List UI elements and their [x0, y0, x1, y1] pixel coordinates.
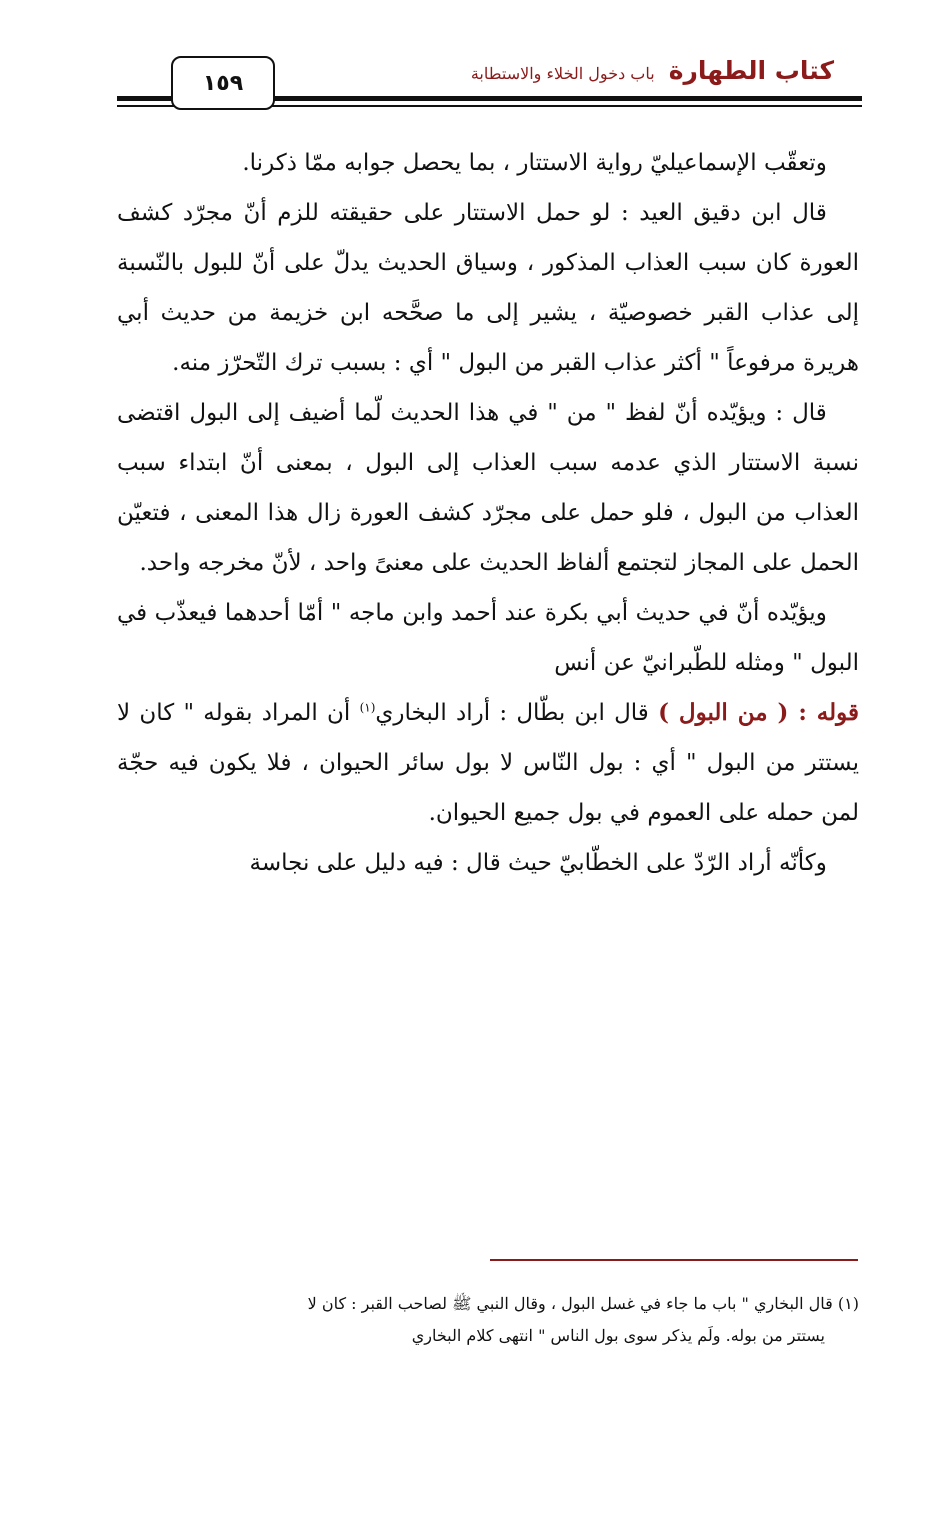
footnote-rule	[490, 1259, 858, 1261]
main-text	[117, 138, 859, 888]
footnote-line-1: (١) قال البخاري " باب ما جاء في غسل البول ، وقال النبي ﷺ لصاحب القبر : كان لا	[307, 1294, 859, 1313]
book-title: كتاب الطهارة	[668, 56, 834, 85]
qawluhu-text-a: قال ابن بطّال : أراد البخاري	[375, 700, 649, 726]
paragraph-qawluhu	[117, 688, 859, 838]
footnote-line-2: يستتر من بوله. ولَم يذكر سوى بول الناس " انتهى كلام البخاري	[411, 1326, 825, 1345]
paragraph-1: وتعقّب الإسماعيليّ رواية الاستتار ، بما يحصل جوابه ممّا ذكرنا.	[242, 150, 827, 176]
paragraph-4: ويؤيّده أنّ في حديث أبي بكرة عند أحمد وابن ماجه " أمّا أحدهما فيعذّب في البول " ومثله للطّبرانيّ عن أنس	[117, 600, 859, 676]
paragraph-6: وكأنّه أراد الرّدّ على الخطّابيّ حيث قال : فيه دليل على نجاسة	[249, 850, 827, 876]
page-number: ١٥٩	[171, 56, 275, 110]
paragraph-2: قال ابن دقيق العيد : لو حمل الاستتار على حقيقته للزم أنّ مجرّد كشف العورة كان سبب العذاب المذكور ، وسياق الحديث يدلّ على أنّ للبول بالنّسبة إلى عذاب القبر خصوصيّة ، يشير إلى ما صحَّحه ابن خزيمة من حديث أبي هريرة مرفوعاً " أكثر عذاب القبر من البول " أي : بسبب ترك التّحرّز منه.	[117, 200, 859, 376]
qawluhu-text-b: أن المراد بقوله " كان لا يستتر من البول " أي : بول النّاس لا بول سائر الحيوان ، فلا يكون فيه حجّة لمن حمله على العموم في بول جميع الحيوان.	[117, 700, 859, 826]
qawluhu-lead: قوله : ( من البول )	[658, 699, 859, 726]
chapter-title: باب دخول الخلاء والاستطابة	[470, 64, 655, 83]
running-title	[471, 56, 834, 85]
footnote-ref[interactable]: (١)	[359, 700, 376, 715]
page-header	[117, 50, 862, 112]
paragraph-3: قال : ويؤيّده أنّ لفظ " من " في هذا الحديث لّما أضيف إلى البول اقتضى نسبة الاستتار الذي عدمه سبب العذاب إلى البول ، بمعنى أنّ ابتداء سبب العذاب من البول ، فلو حمل على مجرّد كشف العورة زال هذا المعنى ، فتعيّن الحمل على المجاز لتجتمع ألفاظ الحديث على معنىً واحد ، لأنّ مخرجه واحد.	[117, 400, 859, 576]
footnote	[117, 1288, 859, 1352]
